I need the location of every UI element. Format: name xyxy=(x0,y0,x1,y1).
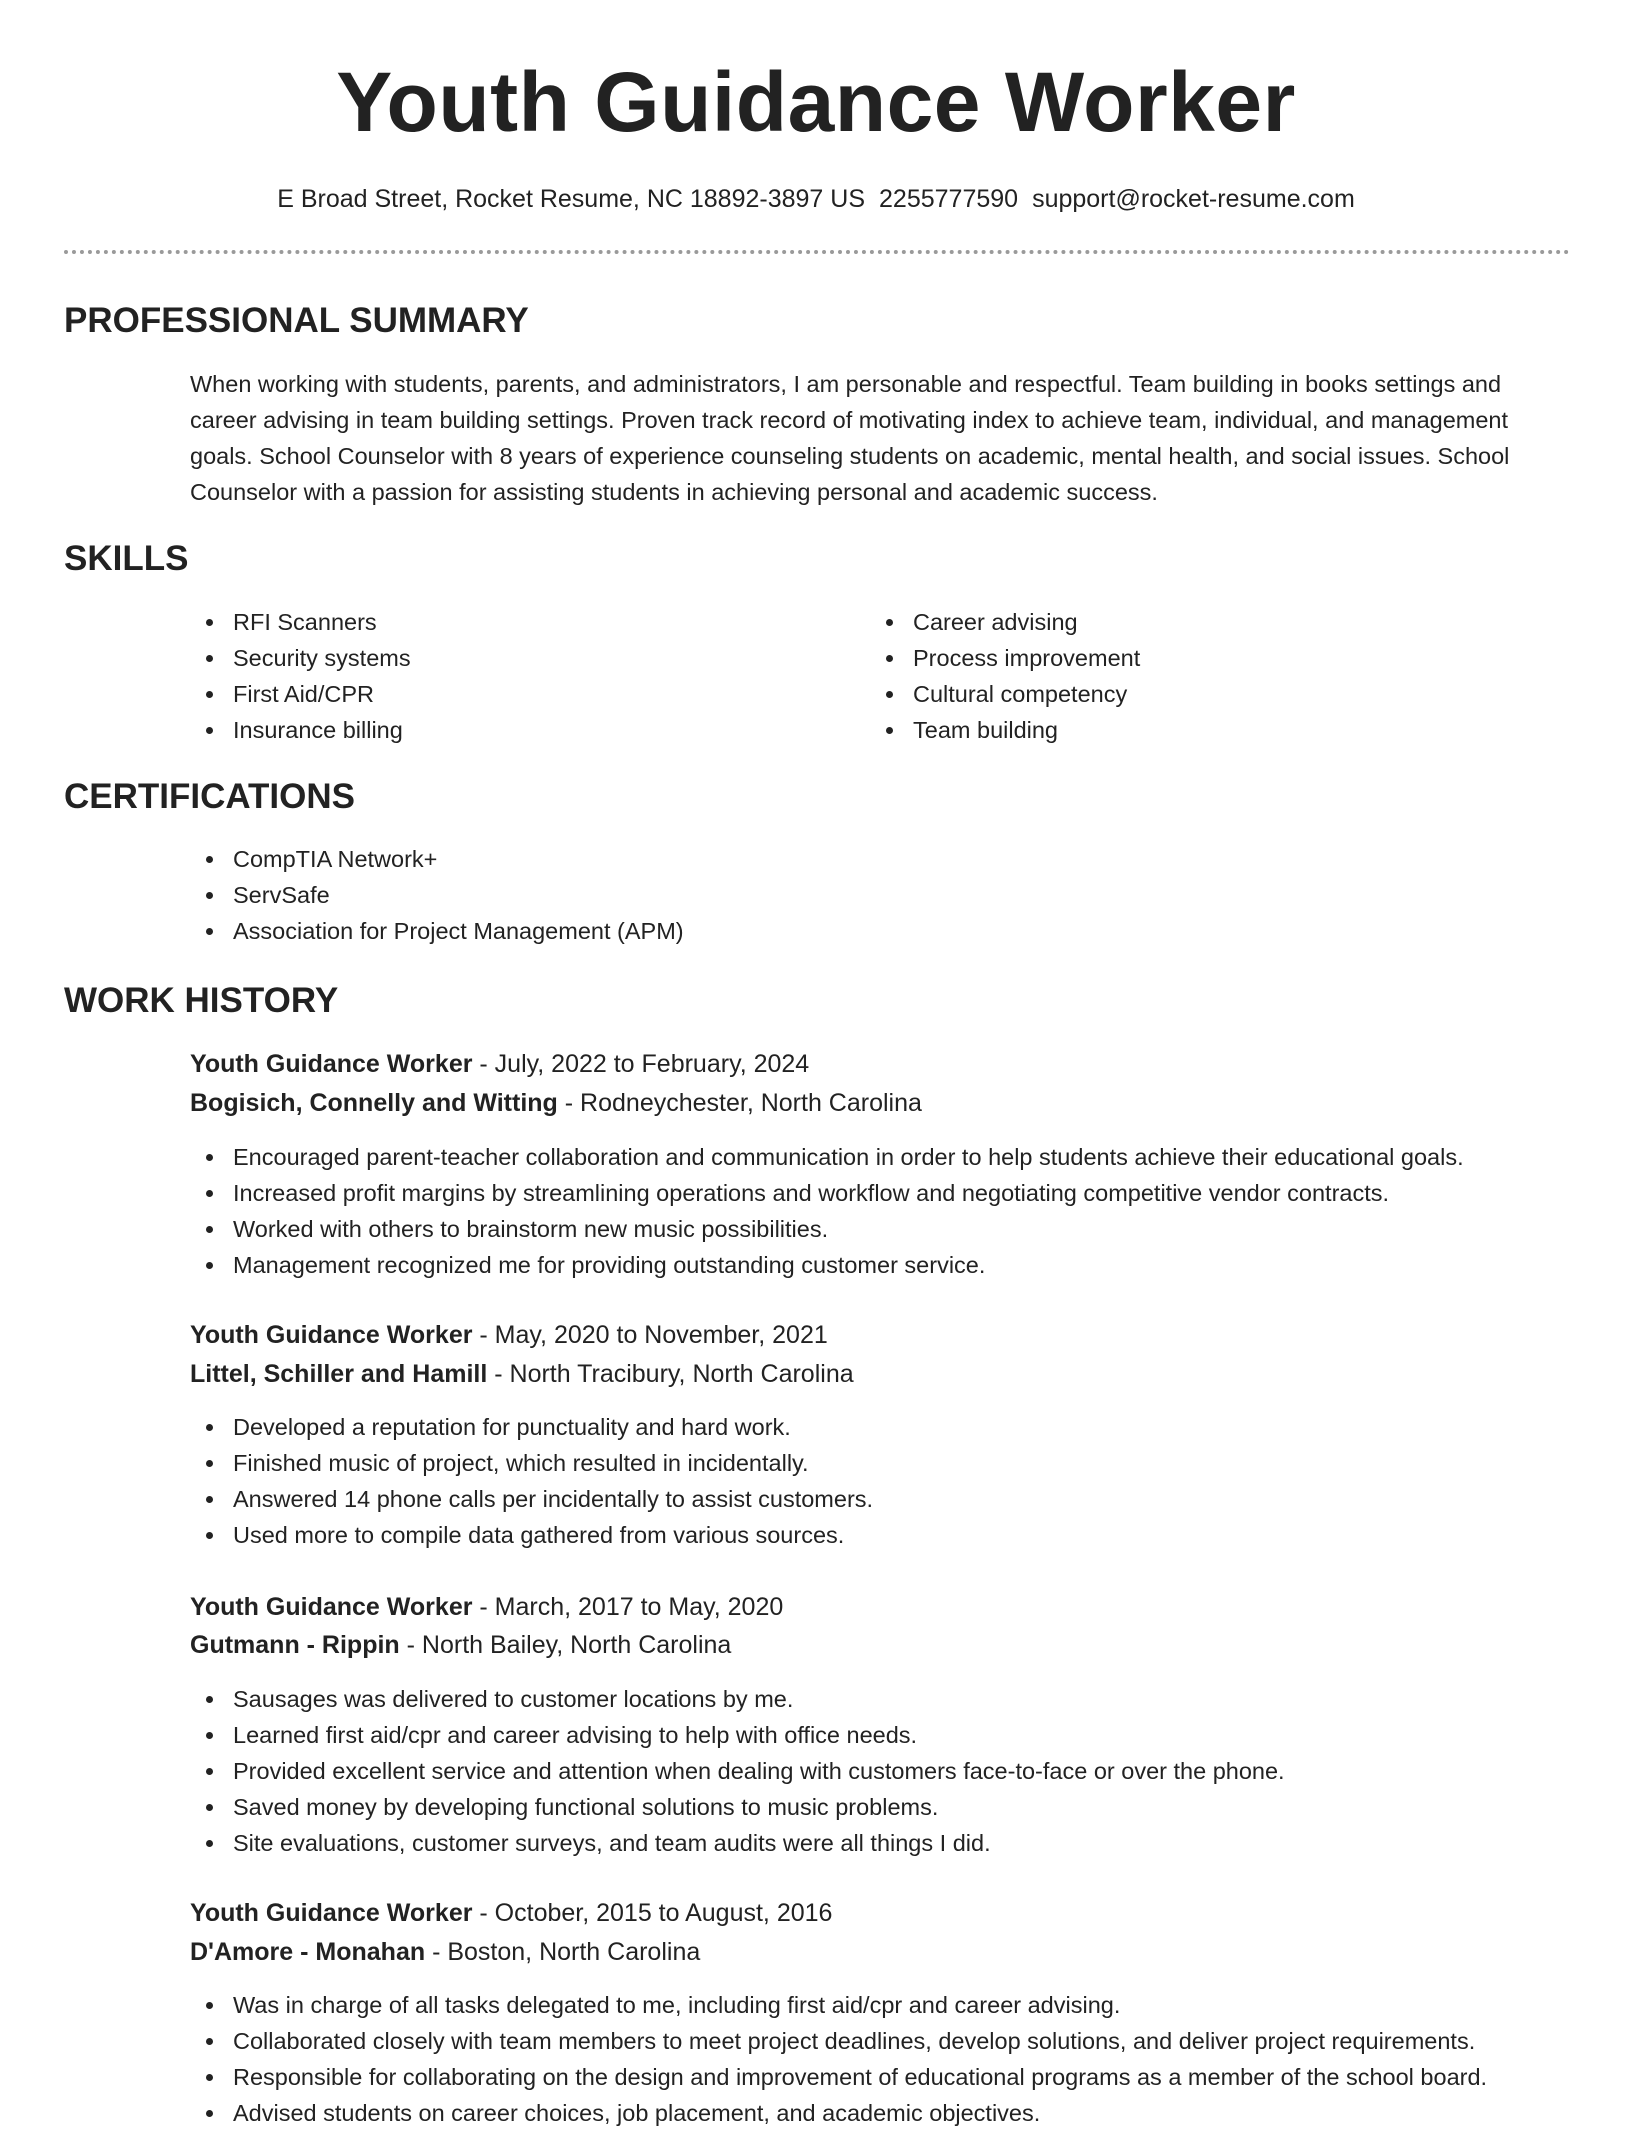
certification-item: Association for Project Management (APM) xyxy=(190,913,684,949)
job-duty: Advised students on career choices, job placement, and academic objectives. xyxy=(190,2095,1487,2131)
job-title-line xyxy=(190,1895,832,1931)
job-duty: Used more to compile data gathered from various sources. xyxy=(190,1517,873,1553)
job-location: - Rodneychester, North Carolina xyxy=(564,1089,922,1117)
job-location: - Boston, North Carolina xyxy=(432,1938,701,1966)
job-role: Youth Guidance Worker xyxy=(190,1899,473,1927)
work-history-heading: WORK HISTORY xyxy=(64,981,339,1020)
job-duties-list xyxy=(190,1409,873,1553)
skill-item: Cultural competency xyxy=(870,676,1140,712)
job-title-line xyxy=(190,1589,783,1625)
job-company-line xyxy=(190,1085,922,1121)
summary-text: When working with students, parents, and administrators, I am personable and respectful. Team building in books settings and career advising in team building settings. Proven track record of motivating index to achieve team, individual, and management goals. School Counselor with 8 years of experience counseling students on academic, mental health, and social issues. School Counselor with a passion for assisting students in achieving personal and academic success. xyxy=(190,371,1510,505)
job-company-line xyxy=(190,1934,700,1970)
skill-item: Career advising xyxy=(870,604,1140,640)
job-duty: Learned first aid/cpr and career advising to help with office needs. xyxy=(190,1717,1285,1753)
job-company-line xyxy=(190,1356,854,1392)
skill-item: Process improvement xyxy=(870,640,1140,676)
job-duty: Sausages was delivered to customer locations by me. xyxy=(190,1681,1285,1717)
skills-heading: SKILLS xyxy=(64,539,189,578)
contact-address: E Broad Street, Rocket Resume, NC 18892-3897 US xyxy=(277,185,866,213)
header-divider xyxy=(64,250,1570,254)
certification-item: ServSafe xyxy=(190,877,684,913)
skill-item: RFI Scanners xyxy=(190,604,411,640)
job-title-line xyxy=(190,1317,828,1353)
job-duties-list xyxy=(190,1139,1464,1283)
job-title-line xyxy=(190,1046,809,1082)
job-duty: Was in charge of all tasks delegated to me, including first aid/cpr and career advising. xyxy=(190,1987,1487,2023)
summary-heading: PROFESSIONAL SUMMARY xyxy=(64,301,529,340)
job-location: - North Bailey, North Carolina xyxy=(406,1631,732,1659)
job-duties-list xyxy=(190,1987,1487,2131)
job-company: Littel, Schiller and Hamill xyxy=(190,1360,488,1388)
job-duty: Worked with others to brainstorm new music possibilities. xyxy=(190,1211,1464,1247)
job-location: - North Tracibury, North Carolina xyxy=(494,1360,854,1388)
skills-list-left xyxy=(190,604,411,748)
job-duty: Management recognized me for providing outstanding customer service. xyxy=(190,1247,1464,1283)
job-duty: Saved money by developing functional solutions to music problems. xyxy=(190,1789,1285,1825)
skill-item: Insurance billing xyxy=(190,712,411,748)
job-duty: Site evaluations, customer surveys, and team audits were all things I did. xyxy=(190,1825,1285,1861)
skills-list-right xyxy=(870,604,1140,748)
contact-email: support@rocket-resume.com xyxy=(1032,185,1355,213)
certifications-heading: CERTIFICATIONS xyxy=(64,777,356,816)
job-duty: Developed a reputation for punctuality and hard work. xyxy=(190,1409,873,1445)
job-duty: Answered 14 phone calls per incidentally to assist customers. xyxy=(190,1481,873,1517)
certifications-list xyxy=(190,841,684,949)
job-duty: Collaborated closely with team members to meet project deadlines, develop solutions, and deliver project requirements. xyxy=(190,2023,1487,2059)
job-duty: Responsible for collaborating on the design and improvement of educational programs as a member of the school board. xyxy=(190,2059,1487,2095)
job-role: Youth Guidance Worker xyxy=(190,1321,473,1349)
skill-item: Security systems xyxy=(190,640,411,676)
certification-item: CompTIA Network+ xyxy=(190,841,684,877)
job-duty: Finished music of project, which resulted in incidentally. xyxy=(190,1445,873,1481)
job-company: Bogisich, Connelly and Witting xyxy=(190,1089,558,1117)
job-duties-list xyxy=(190,1681,1285,1861)
job-dates: - March, 2017 to May, 2020 xyxy=(479,1593,784,1621)
job-dates: - October, 2015 to August, 2016 xyxy=(479,1899,833,1927)
job-duty: Increased profit margins by streamlining operations and workflow and negotiating competitive vendor contracts. xyxy=(190,1175,1464,1211)
job-company: D'Amore - Monahan xyxy=(190,1938,426,1966)
job-duty: Encouraged parent-teacher collaboration and communication in order to help students achieve their educational goals. xyxy=(190,1139,1464,1175)
resume-name: Youth Guidance Worker xyxy=(336,55,1296,149)
skill-item: Team building xyxy=(870,712,1140,748)
job-dates: - July, 2022 to February, 2024 xyxy=(479,1050,810,1078)
job-role: Youth Guidance Worker xyxy=(190,1593,473,1621)
contact-line xyxy=(0,182,1632,216)
contact-phone: 2255777590 xyxy=(879,185,1019,213)
skill-item: First Aid/CPR xyxy=(190,676,411,712)
job-company: Gutmann - Rippin xyxy=(190,1631,400,1659)
job-dates: - May, 2020 to November, 2021 xyxy=(479,1321,828,1349)
job-role: Youth Guidance Worker xyxy=(190,1050,473,1078)
job-company-line xyxy=(190,1627,731,1663)
job-duty: Provided excellent service and attention when dealing with customers face-to-face or over the phone. xyxy=(190,1753,1285,1789)
